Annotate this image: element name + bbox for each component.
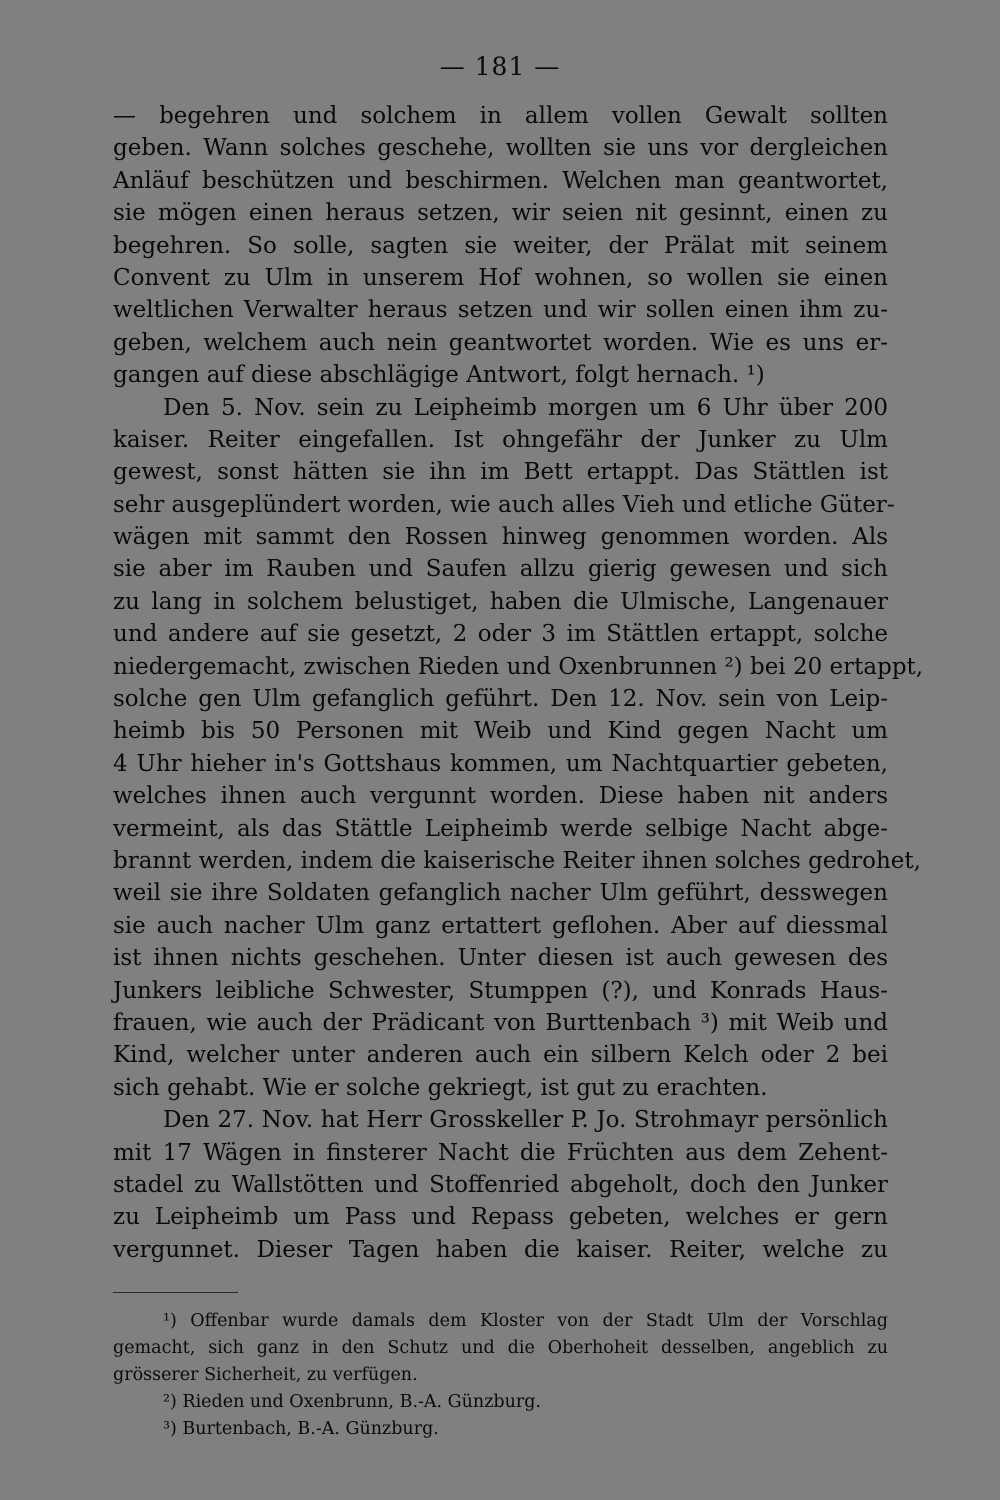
body-line: mit 17 Wägen in finsterer Nacht die Früchten aus dem Zehent- bbox=[113, 1139, 888, 1166]
body-line: brannt werden, indem die kaiserische Reiter ihnen solches gedrohet, bbox=[113, 847, 921, 874]
body-line: 4 Uhr hieher in's Gottshaus kommen, um Nachtquartier gebeten, bbox=[113, 750, 888, 777]
body-line: frauen, wie auch der Prädicant von Burttenbach ³) mit Weib und bbox=[113, 1009, 888, 1036]
body-line: geben. Wann solches geschehe, wollten sie uns vor dergleichen bbox=[113, 135, 888, 162]
body-line: geben, welchem auch nein geantwortet worden. Wie es uns er- bbox=[113, 329, 888, 356]
footnote-1-continued: grösserer Sicherheit, zu verfügen. bbox=[113, 1365, 418, 1385]
footnote-2: ²) Rieden und Oxenbrunn, B.-A. Günzburg. bbox=[163, 1392, 542, 1412]
body-text bbox=[113, 100, 924, 1266]
body-line: heimb bis 50 Personen mit Weib und Kind gegen Nacht um bbox=[113, 718, 888, 745]
body-line: sie aber im Rauben und Saufen allzu gierig gewesen und sich bbox=[113, 556, 888, 583]
body-line: solche gen Ulm gefanglich geführt. Den 12. Nov. sein von Leip- bbox=[113, 686, 888, 713]
body-line: weil sie ihre Soldaten gefanglich nacher Ulm geführt, desswegen bbox=[113, 880, 888, 907]
body-line: Kind, welcher unter anderen auch ein silbern Kelch oder 2 bei bbox=[113, 1042, 888, 1069]
body-line: Den 5. Nov. sein zu Leipheimb morgen um 6 Uhr über 200 bbox=[163, 394, 888, 421]
body-line: sie auch nacher Ulm ganz ertattert geflohen. Aber auf diessmal bbox=[113, 912, 888, 939]
body-line: Convent zu Ulm in unserem Hof wohnen, so wollen sie einen bbox=[113, 264, 888, 291]
body-line: zu lang in solchem belustiget, haben die Ulmische, Langenauer bbox=[113, 588, 888, 615]
body-line: gangen auf diese abschlägige Antwort, folgt hernach. ¹) bbox=[113, 362, 765, 389]
body-line: Junkers leibliche Schwester, Stumppen (?), und Konrads Haus- bbox=[113, 977, 888, 1004]
page-number: — 181 — bbox=[439, 52, 561, 81]
body-line: weltlichen Verwalter heraus setzen und wir sollen einen ihm zu- bbox=[113, 297, 888, 324]
body-line: sehr ausgeplündert worden, wie auch alles Vieh und etliche Güter- bbox=[113, 491, 895, 518]
footnote-1: ¹) Offenbar wurde damals dem Kloster von der Stadt Ulm der Vorschlag bbox=[163, 1311, 888, 1331]
footnote-divider bbox=[113, 1292, 238, 1293]
body-line: stadel zu Wallstötten und Stoffenried abgeholt, doch den Junker bbox=[113, 1171, 888, 1198]
body-line: Anläuf beschützen und beschirmen. Welchen man geantwortet, bbox=[113, 167, 888, 194]
body-line: welches ihnen auch vergunnt worden. Diese haben nit anders bbox=[113, 783, 888, 810]
footnote-3: ³) Burtenbach, B.-A. Günzburg. bbox=[163, 1419, 439, 1439]
footnotes bbox=[113, 1308, 888, 1443]
body-line: wägen mit sammt den Rossen hinweg genommen worden. Als bbox=[113, 524, 888, 551]
body-line: vermeint, als das Stättle Leipheimb werde selbige Nacht abge- bbox=[113, 815, 888, 842]
footnote-1-continued: gemacht, sich ganz in den Schutz und die Oberhoheit desselben, angeblich zu bbox=[113, 1338, 888, 1358]
body-line: zu Leipheimb um Pass und Repass gebeten, welches er gern bbox=[113, 1204, 888, 1231]
body-line: sich gehabt. Wie er solche gekriegt, ist gut zu erachten. bbox=[113, 1074, 768, 1101]
body-line: und andere auf sie gesetzt, 2 oder 3 im Stättlen ertappt, solche bbox=[113, 621, 888, 648]
body-line: — begehren und solchem in allem vollen Gewalt sollten bbox=[113, 103, 888, 129]
body-line: sie mögen einen heraus setzen, wir seien nit gesinnt, einen zu bbox=[113, 200, 888, 227]
body-line: niedergemacht, zwischen Rieden und Oxenbrunnen ²) bei 20 ertappt, bbox=[113, 653, 924, 680]
body-line: begehren. So solle, sagten sie weiter, der Prälat mit seinem bbox=[113, 232, 888, 259]
body-line: kaiser. Reiter eingefallen. Ist ohngefähr der Junker zu Ulm bbox=[113, 426, 888, 453]
body-line: vergunnet. Dieser Tagen haben die kaiser. Reiter, welche zu bbox=[113, 1236, 888, 1263]
body-line: ist ihnen nichts geschehen. Unter diesen ist auch gewesen des bbox=[113, 945, 888, 972]
body-line: Den 27. Nov. hat Herr Grosskeller P. Jo. Strohmayr persönlich bbox=[163, 1107, 888, 1134]
body-line: gewest, sonst hätten sie ihn im Bett ertappt. Das Stättlen ist bbox=[113, 459, 888, 486]
